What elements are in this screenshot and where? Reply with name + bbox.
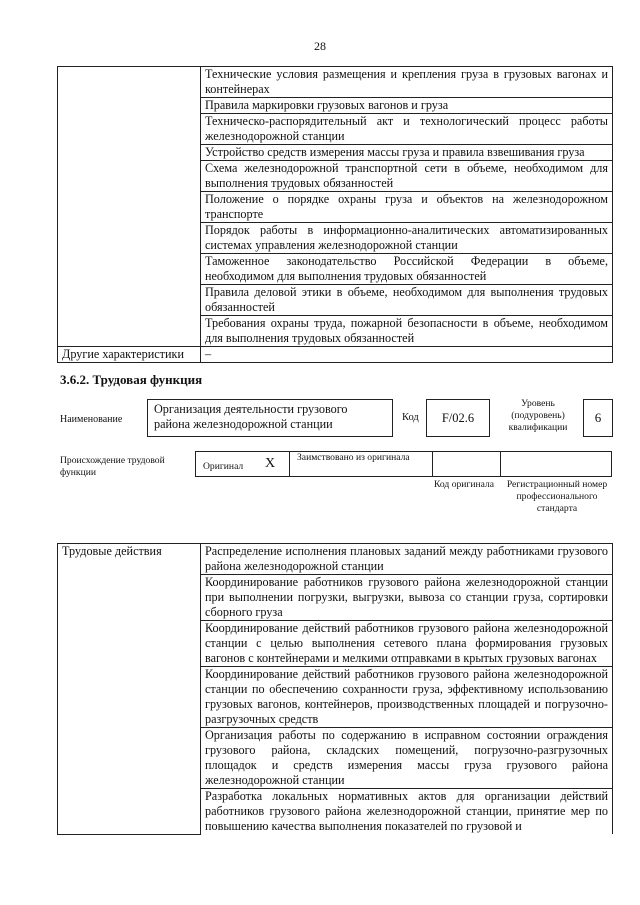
requirement-cell: Порядок работы в информационно-аналитических автоматизированных системах управления железнодорожной станции [201,223,613,254]
table-row [58,67,613,98]
requirements-table [57,66,613,363]
borrowed-label: Заимствовано из оригинала [297,452,410,463]
requirement-cell: Схема железнодорожной транспортной сети в объеме, необходимом для выполнения трудовых обязанностей [201,161,613,192]
other-characteristics-label: Другие характеристики [58,347,201,363]
requirement-cell: Техническо-распорядительный акт и технологический процесс работы железнодорожной станции [201,114,613,145]
original-mark: X [265,456,276,471]
labor-action-cell: Распределение исполнения плановых заданий между работниками грузового района железнодорожной станции [201,544,613,575]
page-number: 28 [314,39,326,53]
name-value: Организация деятельности грузового района железнодорожной станции [147,399,393,437]
requirement-cell: Правила деловой этики в объеме, необходимом для выполнения трудовых обязанностей [201,285,613,316]
level-label: Уровень (подуровень) квалификации [508,398,568,433]
requirement-cell: Технические условия размещения и крепления груза в грузовых вагонах и контейнерах [201,67,613,98]
requirement-cell: Таможенное законодательство Российской Федерации в объеме, необходимом для выполнения трудовых обязанностей [201,254,613,285]
reg-number-label: Регистрационный номер профессионального стандарта [506,479,608,514]
labor-action-cell: Координирование работников грузового района железнодорожной станции при выполнении погрузки, выгрузки, вывоза со станции груза, сортировки сборного груза [201,575,613,621]
code-label: Код [402,412,419,423]
code-value: F/02.6 [426,399,490,437]
requirement-cell: Правила маркировки грузовых вагонов и груза [201,98,613,114]
labor-action-cell: Организация работы по содержанию в исправном состоянии ограждения грузового района, складских помещений, погрузочно-разгрузочных площадок и средств измерения массы груза грузового района железнодорожной станции [201,728,613,789]
labor-action-cell: Разработка локальных нормативных актов для организации действий работников грузового района железнодорожной станции, принятие мер по повышению качества выполнения показателей по грузовой и [201,789,613,835]
other-characteristics-value: – [201,347,613,363]
label-cell-empty [58,67,201,347]
level-value: 6 [583,399,613,437]
requirement-cell: Положение о порядке охраны груза и объектов на железнодорожном транспорте [201,192,613,223]
labor-actions-label: Трудовые действия [58,544,201,835]
labor-actions-table [57,543,613,835]
requirement-cell: Устройство средств измерения массы груза и правила взвешивания груза [201,145,613,161]
table-row [58,347,613,363]
origin-label: Происхождение трудовой функции [60,455,165,478]
original-label: Оригинал [203,461,244,472]
name-label: Наименование [60,414,123,425]
requirement-cell: Требования охраны труда, пожарной безопасности в объеме, необходимом для выполнения трудовых обязанностей [201,316,613,347]
section-title: 3.6.2. Трудовая функция [60,372,203,387]
code-original-label: Код оригинала [433,479,495,490]
labor-action-cell: Координирование действий работников грузового района железнодорожной станции с целью выполнения сетевого плана формирования грузовых вагонов с контейнерами и мелкими отправками в крытых грузовых вагонах [201,621,613,667]
table-row [58,544,613,575]
labor-action-cell: Координирование действий работников грузового района железнодорожной станции по обеспечению сохранности груза, эффективному использованию грузовых вагонов, контейнеров, производственных площадей и погрузочно-разгрузочных средств [201,667,613,728]
